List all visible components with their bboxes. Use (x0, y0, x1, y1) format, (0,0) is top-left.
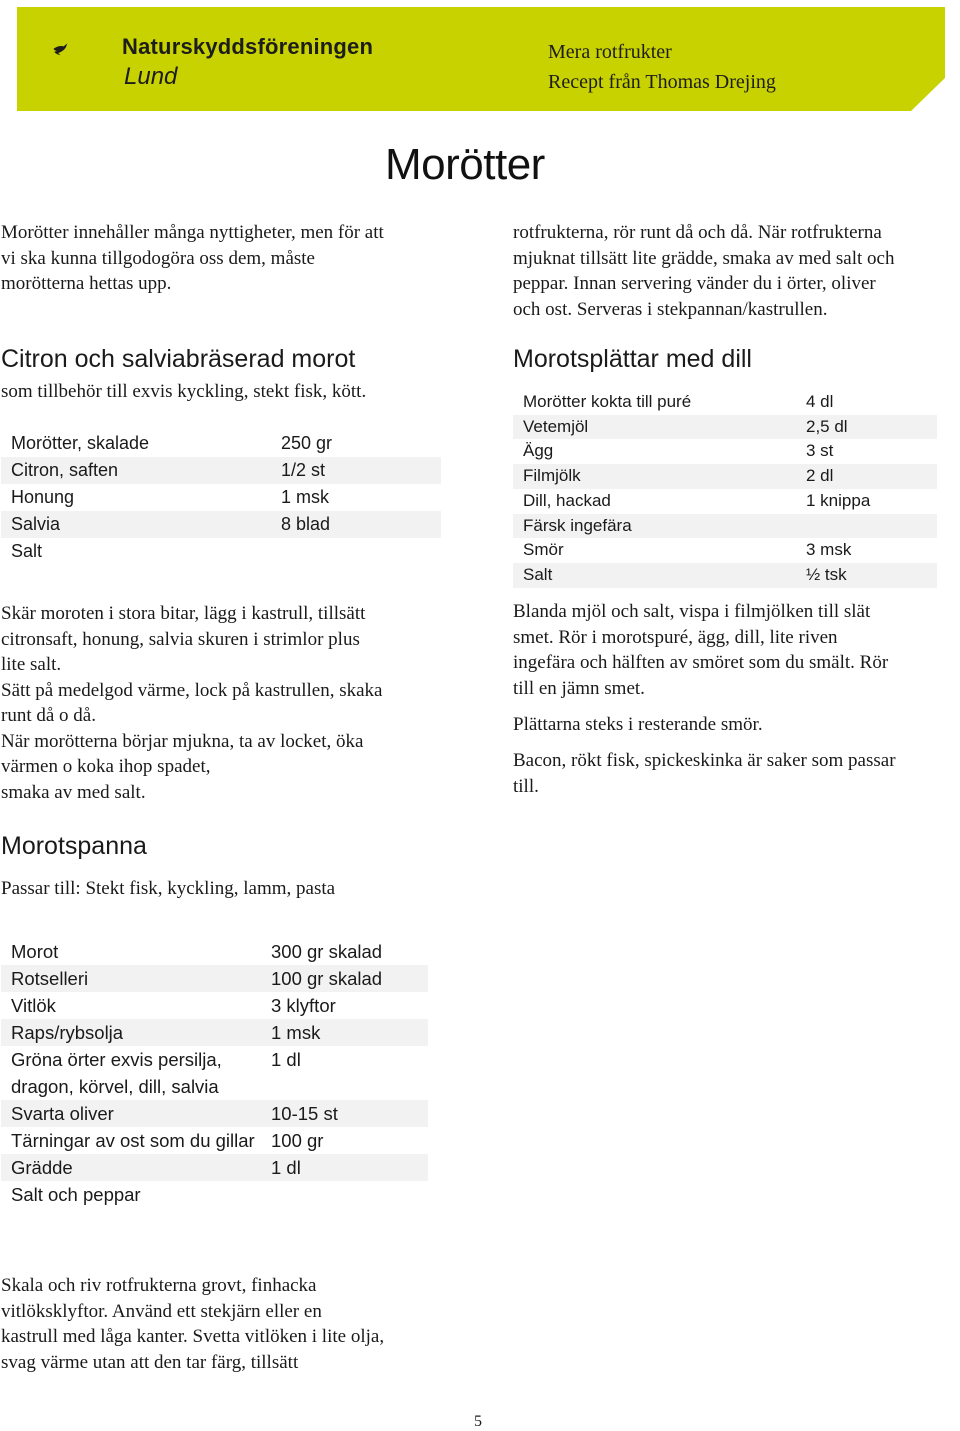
ingredient-name: Morot (11, 941, 59, 962)
recipe2-ingredients-table (1, 938, 428, 1208)
ingredient-amount (271, 538, 441, 565)
ingredient-amount: 8 blad (271, 511, 441, 538)
ingredient-row (513, 390, 937, 415)
recipe3-instructions (513, 599, 960, 701)
recipe3-ingredients-table (513, 390, 937, 588)
ingredient-amount: 3 klyftor (271, 995, 336, 1016)
ingredient-name: Gröna örter exvis persilja, dragon, körvel, dill, salvia (11, 1049, 222, 1097)
ingredient-amount: 10-15 st (261, 1100, 428, 1127)
ingredient-row (1, 511, 441, 538)
ingredient-row (513, 514, 937, 539)
org-name: Naturskyddsföreningen (122, 34, 374, 59)
ingredient-amount: 4 dl (806, 392, 834, 411)
ingredient-row (513, 538, 937, 563)
ingredient-row (1, 965, 428, 992)
ingredient-row (513, 563, 937, 588)
instruction-line: citronsaft, honung, salvia skuren i strimlor plus (1, 628, 360, 650)
ingredient-name: Svarta oliver (1, 1100, 261, 1127)
ingredient-row (1, 992, 428, 1019)
instruction-line: mjuknat tillsätt lite grädde, smaka av med salt och (513, 247, 895, 269)
recipe2-subtitle: Passar till: Stekt fisk, kyckling, lamm, pasta (1, 878, 336, 899)
ingredient-name: Salt (11, 541, 43, 561)
instruction-line: Blanda mjöl och salt, vispa i filmjölken till slät (513, 601, 871, 622)
recipe3-note-2 (513, 748, 960, 799)
ingredient-amount: 1/2 st (271, 457, 441, 484)
ingredient-name: Citron, saften (1, 457, 271, 484)
recipe1-heading: Citron och salviabräserad morot (1, 345, 356, 373)
ingredient-amount: 100 gr skalad (261, 965, 428, 992)
header-subtitle-2: Recept från Thomas Drejing (548, 71, 776, 93)
swallow-bird-icon (53, 21, 123, 81)
ingredient-name: Vitlök (11, 995, 56, 1016)
ingredient-row (1, 1046, 428, 1100)
ingredient-row (1, 1154, 428, 1181)
ingredient-amount: 300 gr skalad (271, 941, 383, 962)
intro-line: morötterna hettas upp. (1, 273, 172, 294)
ingredient-name: Filmjölk (513, 464, 796, 489)
header-banner (17, 7, 945, 111)
ingredient-name: Dill, hackad (523, 490, 611, 510)
recipe1-ingredients-table (1, 430, 441, 565)
instruction-line: ingefära och hälften av smöret som du smält. Rör (513, 652, 889, 673)
ingredient-row (513, 464, 937, 489)
ingredient-row (513, 439, 937, 464)
header-subtitle-1: Mera rotfrukter (548, 41, 672, 63)
ingredient-amount: 1 msk (281, 487, 330, 507)
ingredient-name: Grädde (1, 1154, 261, 1181)
ingredient-amount: 3 st (806, 441, 834, 461)
recipe1-subtitle: som tillbehör till exvis kyckling, stekt fisk, kött. (1, 381, 367, 402)
instruction-line: kastrull med låga kanter. Svetta vitlöken i lite olja, (1, 1326, 385, 1347)
recipe3-heading: Morotsplättar med dill (513, 345, 752, 373)
ingredient-name: Honung (11, 487, 75, 507)
ingredient-row (1, 1100, 428, 1127)
ingredient-name: Ägg (523, 441, 554, 461)
ingredient-amount: 3 msk (806, 540, 852, 560)
org-city: Lund (124, 63, 178, 90)
ingredient-amount: 250 gr (281, 433, 333, 453)
ingredient-name: Färsk ingefära (513, 514, 796, 539)
ingredient-amount: 1 knippa (806, 490, 871, 510)
instruction-line: värmen o koka ihop spadet, (1, 756, 211, 777)
ingredient-row (1, 1181, 428, 1208)
instruction-line: och ost. Serveras i stekpannan/kastrullen. (513, 298, 828, 320)
ingredient-name: Rotselleri (1, 965, 261, 992)
intro-paragraph (1, 220, 461, 297)
ingredient-name: Vetemjöl (513, 415, 796, 440)
ingredient-amount: 2,5 dl (796, 415, 937, 440)
page-title: Morötter (385, 140, 545, 189)
instruction-line: svag värme utan att den tar färg, tillsätt (1, 1351, 299, 1373)
ingredient-row (1, 430, 441, 457)
ingredient-amount: ½ tsk (796, 563, 937, 588)
ingredient-name: Morötter, skalade (11, 433, 150, 453)
ingredient-row (513, 489, 937, 514)
instruction-line: vitlöksklyftor. Använd ett stekjärn eller en (1, 1300, 322, 1322)
instruction-line: smaka av med salt. (1, 781, 146, 803)
instruction-line: runt då o då. (1, 705, 96, 726)
recipe3-note-1: Plättarna steks i resterande smör. (513, 714, 763, 735)
ingredient-row (1, 484, 441, 511)
ingredient-name: Raps/rybsolja (1, 1019, 261, 1046)
ingredient-row (1, 1019, 428, 1046)
ingredient-amount: 1 msk (261, 1019, 428, 1046)
instruction-line: rotfrukterna, rör runt då och då. När rotfrukterna (513, 222, 882, 243)
ingredient-name: Salt och peppar (11, 1184, 141, 1205)
ingredient-amount: 2 dl (796, 464, 937, 489)
instruction-line: smet. Rör i morotspuré, ägg, dill, lite riven (513, 626, 838, 648)
ingredient-row (1, 457, 441, 484)
intro-line: vi ska kunna tillgodogöra oss dem, måste (1, 247, 315, 269)
ingredient-row (1, 538, 441, 565)
ingredient-row (513, 415, 937, 440)
ingredient-name: Tärningar av ost som du gillar (11, 1130, 255, 1151)
note-line: Bacon, rökt fisk, spickeskinka är saker som passar (513, 750, 896, 771)
banner-corner-cut (910, 77, 946, 112)
intro-line: Morötter innehåller många nyttigheter, men för att (1, 222, 384, 243)
ingredient-name: Morötter kokta till puré (523, 392, 692, 411)
ingredient-name: Salvia (1, 511, 271, 538)
page-number: 5 (474, 1413, 482, 1430)
ingredient-amount: 1 dl (271, 1049, 301, 1070)
ingredient-name: Smör (523, 540, 564, 560)
instruction-line: Skär moroten i stora bitar, lägg i kastrull, tillsätt (1, 603, 366, 624)
recipe2-heading: Morotspanna (1, 832, 147, 860)
ingredient-name: Salt (513, 563, 796, 588)
instruction-line: Skala och riv rotfrukterna grovt, finhacka (1, 1275, 317, 1296)
instruction-line: Sätt på medelgod värme, lock på kastrullen, skaka (1, 679, 383, 701)
ingredient-amount (261, 1181, 428, 1208)
instruction-line: peppar. Innan servering vänder du i örter, oliver (513, 273, 876, 294)
instruction-line: När morötterna börjar mjukna, ta av locket, öka (1, 730, 364, 752)
note-line: till. (513, 775, 539, 797)
instruction-line: lite salt. (1, 654, 62, 675)
ingredient-amount (796, 514, 937, 539)
recipe1-instructions (1, 601, 461, 805)
ingredient-amount: 100 gr (271, 1130, 324, 1151)
instruction-line: till en jämn smet. (513, 677, 645, 699)
recipe2-instructions-right (513, 220, 960, 322)
ingredient-amount: 1 dl (261, 1154, 428, 1181)
ingredient-row (1, 1127, 428, 1154)
recipe2-instructions-left (1, 1273, 471, 1375)
ingredient-row (1, 938, 428, 965)
